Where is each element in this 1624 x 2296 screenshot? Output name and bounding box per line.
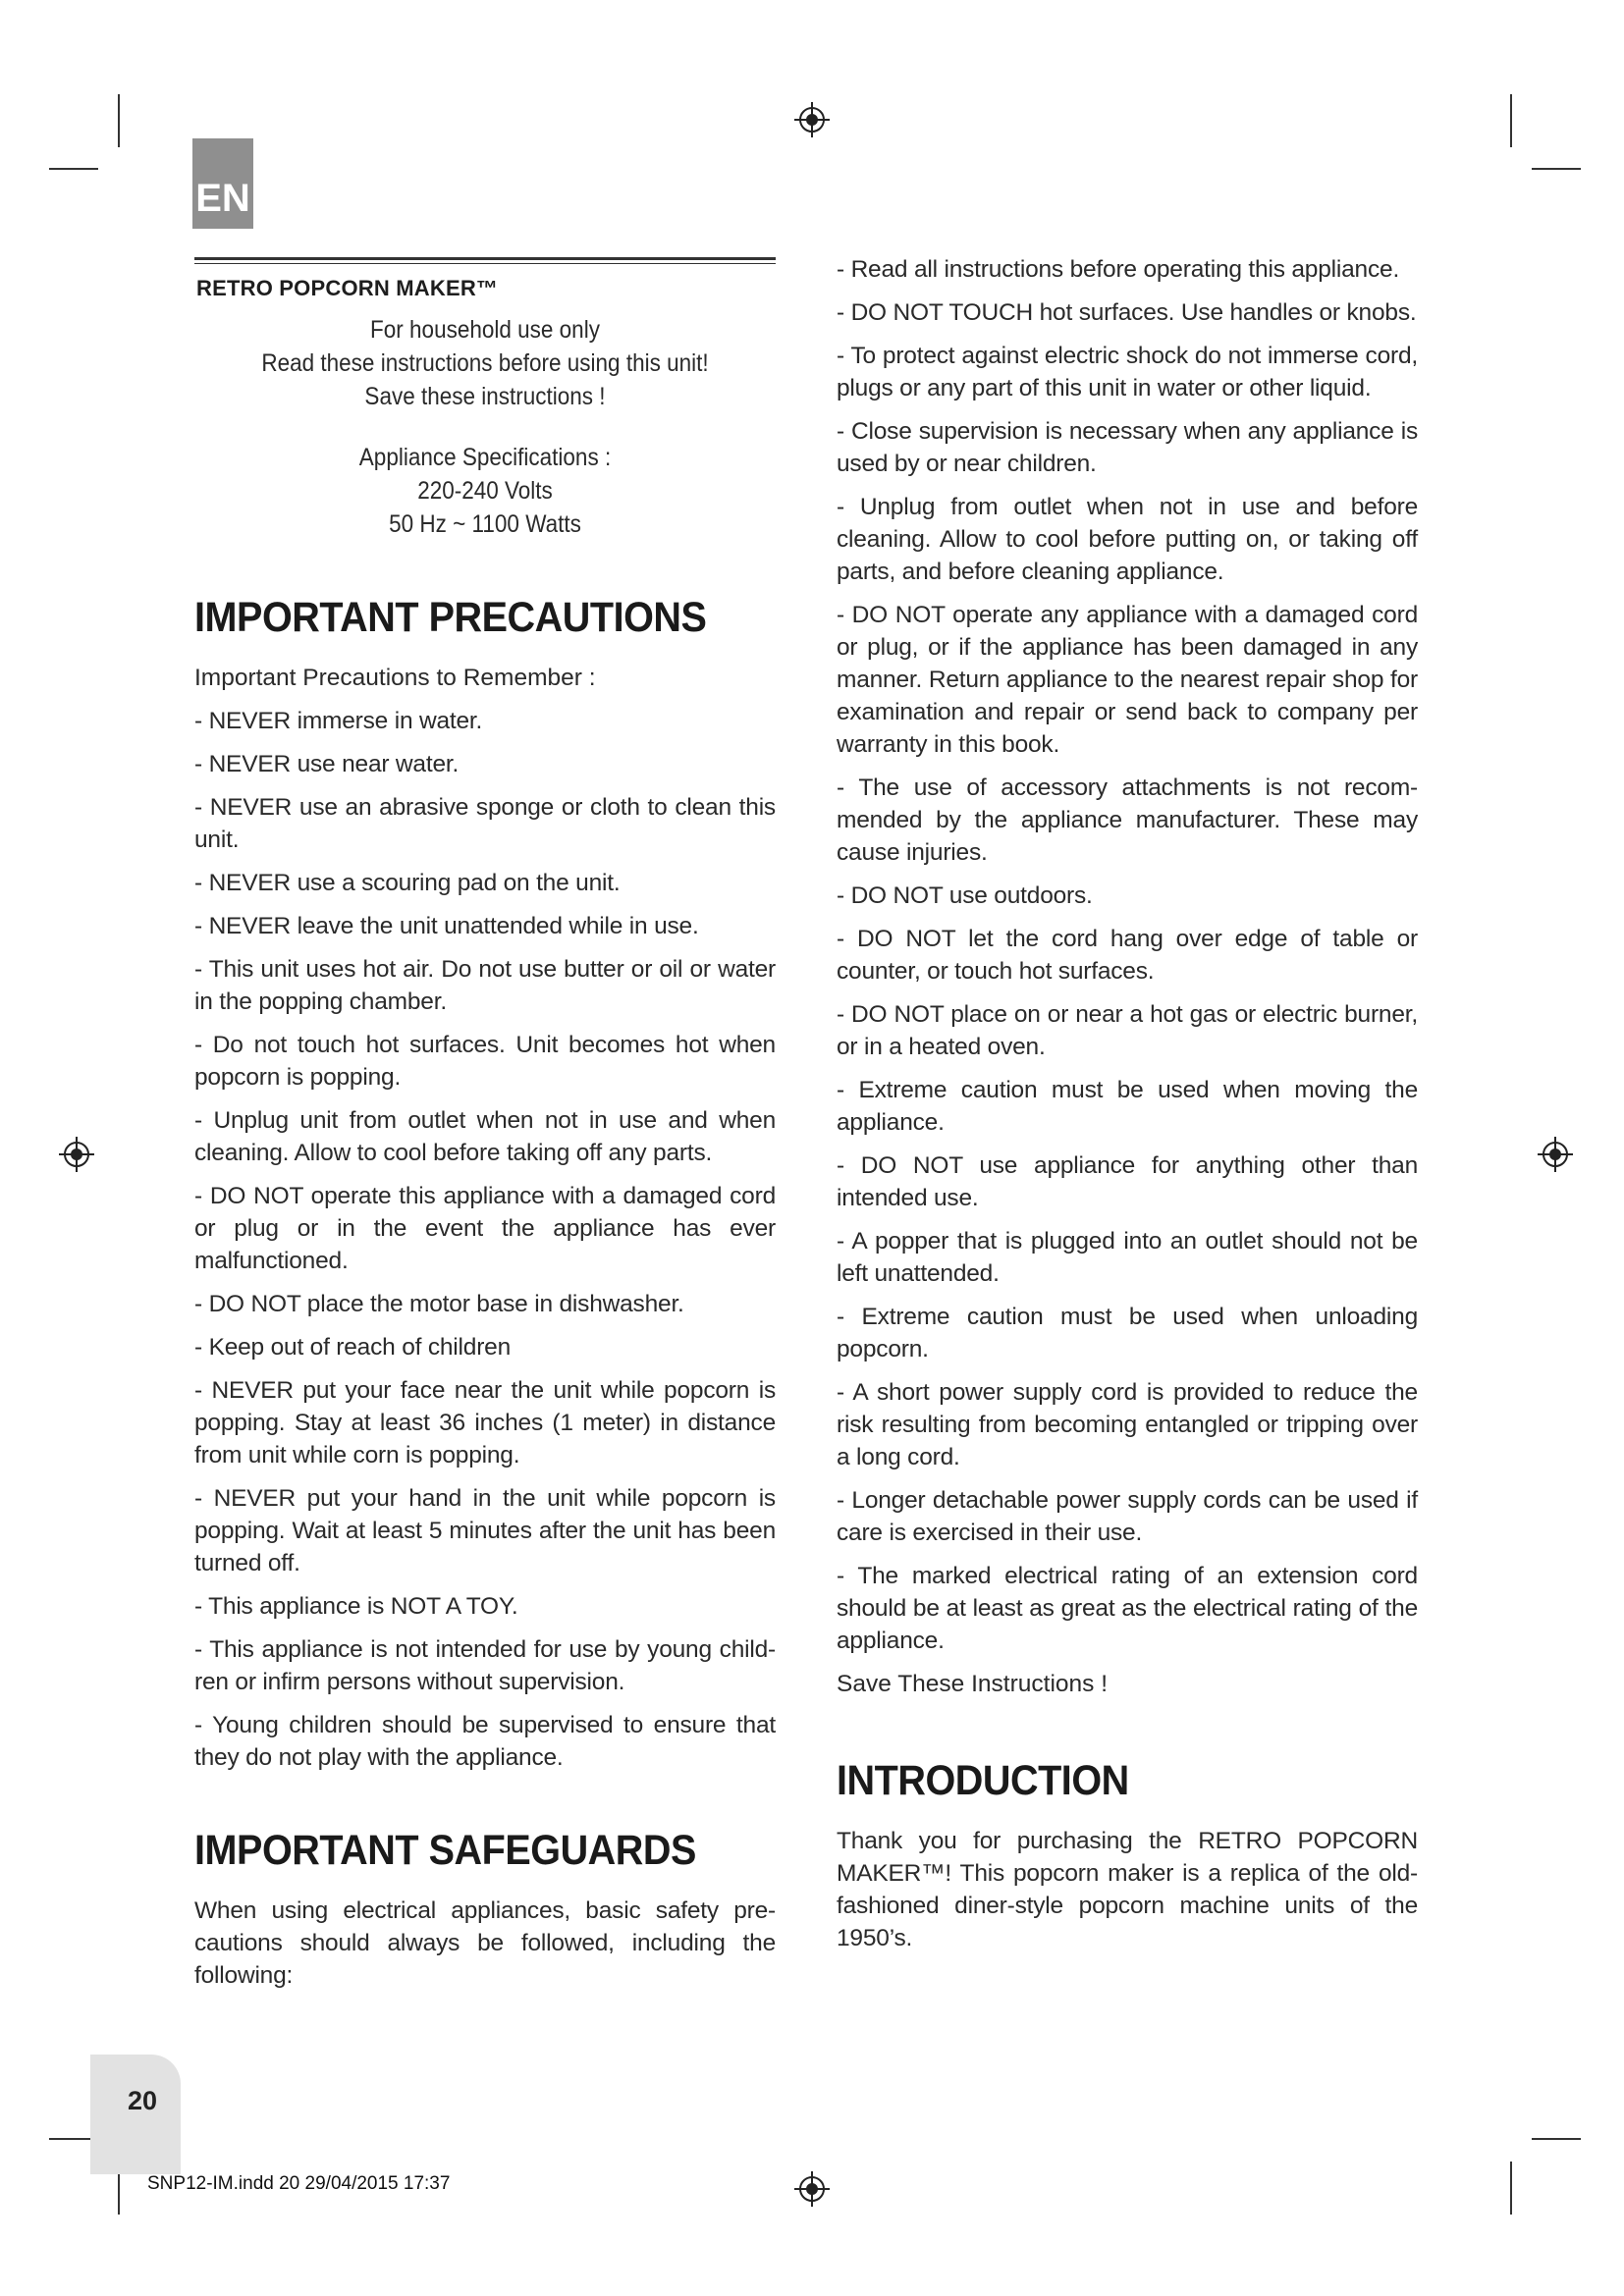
crop-mark: [49, 168, 98, 170]
page-number-tab: [90, 2055, 181, 2174]
list-item: - Unplug unit from outlet when not in use and when cleaning. Allow to cool before taking off any parts.: [194, 1107, 776, 1166]
crop-mark: [118, 94, 120, 147]
appliance-specifications: [194, 441, 776, 541]
left-column: [194, 257, 776, 2002]
language-tab-label: EN: [195, 177, 250, 220]
crop-mark: [1510, 2162, 1512, 2215]
list-item: - NEVER use a scouring pad on the unit.: [194, 870, 621, 896]
spec-line: 220-240 Volts: [417, 477, 553, 505]
list-item: - This unit uses hot air. Do not use butter or oil or water in the popping chamber.: [194, 956, 776, 1015]
crop-mark: [1510, 94, 1512, 147]
usage-notice: [194, 313, 776, 413]
list-item: - Close supervision is necessary when any appliance is used by or near children.: [837, 418, 1418, 477]
list-item: - Longer detachable power supply cords can be used if care is exercised in their use.: [837, 1487, 1418, 1546]
right-column: [837, 253, 1418, 1965]
list-item: - NEVER use an abrasive sponge or cloth to clean this unit.: [194, 794, 776, 853]
usage-line: Save these instructions !: [364, 383, 606, 410]
list-item: - NEVER put your face near the unit while popcorn is popping. Stay at least 36 inches (1 meter) in distance from unit while corn is popping.: [194, 1377, 776, 1468]
precautions-lead: Important Precautions to Remember :: [194, 665, 596, 691]
list-item: - Extreme caution must be used when moving the appliance.: [837, 1077, 1418, 1136]
list-item: - Keep out of reach of children: [194, 1334, 512, 1361]
registration-mark-icon: [794, 102, 830, 137]
safeguards-closing: Save These Instructions !: [837, 1671, 1108, 1697]
registration-mark-icon: [1538, 1137, 1573, 1172]
registration-mark-icon: [794, 2171, 830, 2207]
precautions-list: [194, 705, 776, 1774]
crop-mark: [1532, 168, 1581, 170]
list-item: - Unplug from outlet when not in use and before cleaning. Allow to cool before putting on, or taking off parts, and before cleaning appliance.: [837, 494, 1418, 585]
crop-mark: [1532, 2138, 1581, 2140]
list-item: - Young children should be supervised to ensure that they do not play with the appliance.: [194, 1712, 776, 1771]
safeguards-lead: When using electrical appliances, basic safety pre-cautions should always be followed, including the following:: [194, 1897, 776, 1989]
list-item: - A short power supply cord is provided to reduce the risk resulting from becoming entangled or tripping over a long cord.: [837, 1379, 1418, 1470]
list-item: - DO NOT use appliance for anything other than intended use.: [837, 1152, 1418, 1211]
list-item: - Read all instructions before operating this appliance.: [837, 256, 1400, 283]
title-rule: [194, 257, 776, 264]
list-item: - This appliance is NOT A TOY.: [194, 1593, 518, 1620]
print-slug: SNP12-IM.indd 20 29/04/2015 17:37: [147, 2173, 451, 2194]
list-item: - The marked electrical rating of an extension cord should be at least as great as the electrical rating of the appliance.: [837, 1563, 1418, 1654]
list-item: - NEVER use near water.: [194, 751, 460, 777]
usage-line: Read these instructions before using this unit!: [261, 349, 709, 377]
list-item: - Do not touch hot surfaces. Unit becomes hot when popcorn is popping.: [194, 1032, 776, 1091]
list-item: - DO NOT operate this appliance with a damaged cord or plug or in the event the appliance has ever malfunctioned.: [194, 1183, 776, 1274]
page-number: 20: [128, 2086, 158, 2115]
list-item: - This appliance is not intended for use by young child-ren or infirm persons without supervision.: [194, 1636, 776, 1695]
list-item: - DO NOT place on or near a hot gas or electric burner, or in a heated oven.: [837, 1001, 1418, 1060]
list-item: - DO NOT operate any appliance with a damaged cord or plug, or if the appliance has been damaged in any manner. Return appliance to the nearest repair shop for examination and repair or send back to company per warranty in this book.: [837, 602, 1418, 758]
list-item: - The use of accessory attachments is not recom-mended by the appliance manufacturer. These may cause injuries.: [837, 774, 1418, 866]
list-item: - DO NOT place the motor base in dishwasher.: [194, 1291, 684, 1317]
list-item: - DO NOT let the cord hang over edge of table or counter, or touch hot surfaces.: [837, 926, 1418, 985]
list-item: - NEVER leave the unit unattended while in use.: [194, 913, 699, 939]
list-item: - A popper that is plugged into an outlet should not be left unattended.: [837, 1228, 1418, 1287]
list-item: - DO NOT TOUCH hot surfaces. Use handles or knobs.: [837, 299, 1417, 326]
list-item: - NEVER immerse in water.: [194, 708, 483, 734]
list-item: - NEVER put your hand in the unit while popcorn is popping. Wait at least 5 minutes after the unit has been turned off.: [194, 1485, 776, 1576]
safeguards-list: [837, 253, 1418, 1657]
language-tab: [192, 138, 253, 229]
precautions-heading: IMPORTANT PRECAUTIONS: [194, 594, 707, 641]
list-item: - Extreme caution must be used when unloading popcorn.: [837, 1304, 1418, 1362]
list-item: - DO NOT use outdoors.: [837, 882, 1093, 909]
introduction-body: Thank you for purchasing the RETRO POPCORN MAKER™! This popcorn maker is a replica of the old-fashioned diner-style popcorn machine units of the 1950’s.: [837, 1828, 1418, 1951]
spec-line: Appliance Specifications :: [358, 444, 612, 471]
spec-line: 50 Hz ~ 1100 Watts: [389, 510, 581, 538]
introduction-heading: INTRODUCTION: [837, 1757, 1129, 1804]
list-item: - To protect against electric shock do not immerse cord, plugs or any part of this unit in water or other liquid.: [837, 343, 1418, 401]
product-title: RETRO POPCORN MAKER™: [196, 276, 499, 300]
safeguards-heading: IMPORTANT SAFEGUARDS: [194, 1827, 696, 1874]
registration-mark-icon: [59, 1137, 94, 1172]
usage-line: For household use only: [370, 316, 600, 344]
